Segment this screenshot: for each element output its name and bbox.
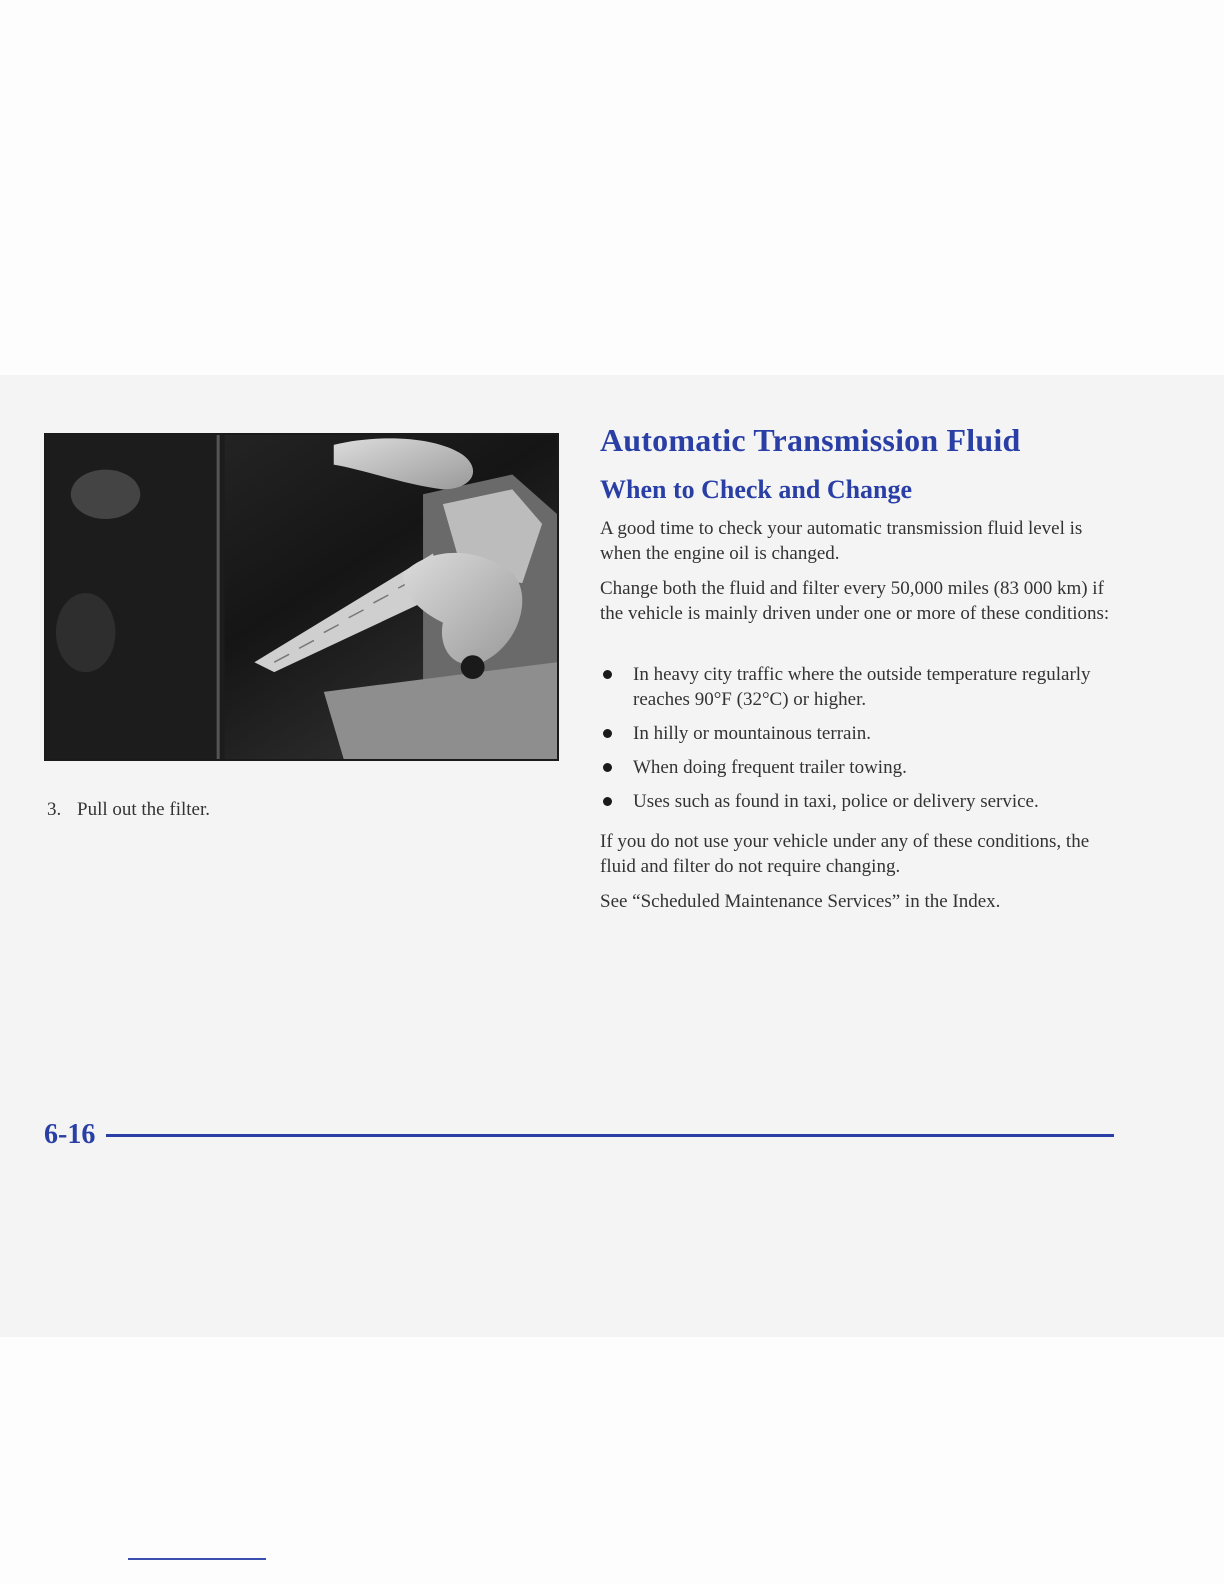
section-heading: Automatic Transmission Fluid bbox=[600, 422, 1021, 458]
paragraph-change-interval: Change both the fluid and filter every 50,000 miles (83 000 km) if the vehicle is mainly driven under one or more of these conditions: bbox=[600, 578, 1110, 624]
paragraph-see-index: See “Scheduled Maintenance Services” in the Index. bbox=[600, 891, 1001, 912]
bullet-icon bbox=[603, 670, 612, 679]
step-number: 3. bbox=[47, 799, 62, 820]
section-subheading: When to Check and Change bbox=[600, 475, 913, 504]
list-item: When doing frequent trailer towing. bbox=[600, 755, 1130, 780]
filter-removal-photo bbox=[44, 433, 559, 761]
step-text: Pull out the filter. bbox=[77, 799, 210, 820]
bullet-icon bbox=[603, 763, 612, 772]
bullet-icon bbox=[603, 729, 612, 738]
list-item: Uses such as found in taxi, police or delivery service. bbox=[600, 789, 1130, 814]
page-number: 6-16 bbox=[44, 1119, 96, 1150]
list-item: In hilly or mountainous terrain. bbox=[600, 721, 1130, 746]
bottom-rule bbox=[128, 1558, 266, 1560]
footer-rule bbox=[106, 1134, 1114, 1137]
paragraph-no-change: If you do not use your vehicle under any of these conditions, the fluid and filter do not require changing. bbox=[600, 831, 1090, 877]
bullet-icon bbox=[603, 797, 612, 806]
step-instruction bbox=[47, 799, 210, 821]
list-item: In heavy city traffic where the outside temperature regularly reaches 90°F (32°C) or higher. bbox=[600, 662, 1130, 712]
paragraph-check-time: A good time to check your automatic transmission fluid level is when the engine oil is changed. bbox=[600, 518, 1083, 564]
conditions-list bbox=[600, 662, 1130, 823]
